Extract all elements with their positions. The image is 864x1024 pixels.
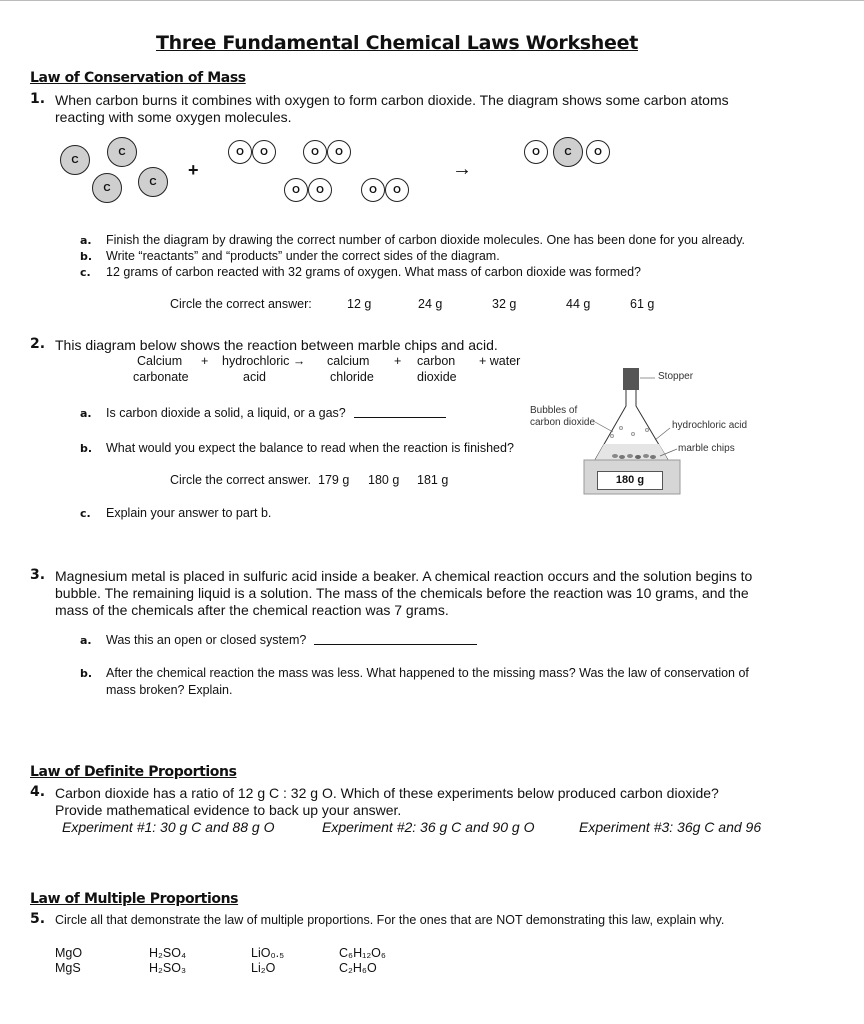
formula-pair-bottom[interactable]: H₂SO₃ (149, 961, 187, 975)
question-2-intro: This diagram below shows the reaction between marble chips and acid. (55, 337, 498, 353)
eq-carbonate: carbonate (133, 370, 189, 384)
q1-b-label: b. (80, 250, 93, 263)
experiment-3: Experiment #3: 36g C and 96 (579, 819, 762, 835)
formula-pair-top[interactable]: LiO₀.₅ (251, 946, 285, 960)
eq-chloride: chloride (330, 370, 374, 384)
q2-a-label: a. (80, 407, 92, 420)
oxygen-atom: O (385, 178, 409, 202)
stopper-shape (623, 368, 639, 390)
balance-reading: 180 g (597, 471, 663, 490)
q1-b-text: Write “reactants” and “products” under the correct sides of the diagram. (106, 249, 500, 263)
question-1-number: 1. (30, 91, 46, 107)
page-title: Three Fundamental Chemical Laws Worksheet (155, 32, 638, 54)
q1-circle-label: Circle the correct answer: (170, 297, 312, 311)
oxygen-atom: O (252, 140, 276, 164)
formula-pair-bottom[interactable]: C₂H₆O (339, 961, 377, 975)
q3-b-label: b. (80, 667, 93, 680)
eq-calcium-2: calcium (327, 354, 370, 368)
oxygen-atom: O (284, 178, 308, 202)
oxygen-atom: O (524, 140, 548, 164)
question-3-line-3: mass of the chemicals after the chemical reaction was 7 grams. (55, 602, 449, 618)
q3-a-label: a. (80, 634, 92, 647)
eq-plus: + (394, 354, 402, 368)
section-heading-conservation: Law of Conservation of Mass (30, 70, 246, 86)
answer-choice[interactable]: 181 g (417, 473, 449, 487)
carbon-atom: C (107, 137, 137, 167)
eq-carbon: carbon (417, 354, 456, 368)
question-4-line-1: Carbon dioxide has a ratio of 12 g C : 32 g O. Which of these experiments below produced carbon dioxide? (55, 785, 719, 801)
q1-c-label: c. (80, 266, 91, 279)
formula-pair-top[interactable]: C₆H₁₂O₆ (339, 946, 386, 960)
formula-pair-bottom[interactable]: Li₂O (251, 961, 276, 975)
question-5-text: Circle all that demonstrate the law of multiple proportions. For the ones that are NOT demonstrating this law, explain why. (55, 913, 725, 927)
carbon-atom: C (138, 167, 168, 197)
experiment-2: Experiment #2: 36 g C and 90 g O (322, 819, 535, 835)
oxygen-atom: O (303, 140, 327, 164)
oxygen-atom: O (308, 178, 332, 202)
question-3-line-1: Magnesium metal is placed in sulfuric acid inside a beaker. A chemical reaction occurs and the solution begins to (55, 568, 753, 584)
oxygen-atom: O (586, 140, 610, 164)
question-4-number: 4. (30, 784, 46, 800)
bubbles-label-line-1: Bubbles of (530, 405, 578, 416)
q2-c-label: c. (80, 507, 91, 520)
question-1-line-1: When carbon burns it combines with oxygen to form carbon dioxide. The diagram shows some carbon atoms (55, 92, 729, 108)
question-5-number: 5. (30, 911, 46, 927)
question-2-number: 2. (30, 336, 46, 352)
formula-pair-bottom[interactable]: MgS (55, 961, 81, 975)
q2-b-label: b. (80, 442, 93, 455)
acid-label: hydrochloric acid (672, 420, 748, 431)
reaction-arrow: → (452, 158, 472, 180)
question-3-line-2: bubble. The remaining liquid is a solution. The mass of the chemicals before the reaction was 10 grams, and the (55, 585, 749, 601)
experiment-1: Experiment #1: 30 g C and 88 g O (62, 819, 275, 835)
q3-a-text: Was this an open or closed system? (106, 633, 307, 647)
answer-choice[interactable]: 24 g (418, 297, 443, 311)
question-3-number: 3. (30, 567, 46, 583)
q1-c-text: 12 grams of carbon reacted with 32 grams of oxygen. What mass of carbon dioxide was formed? (106, 265, 641, 279)
q3-b-line-2: mass broken? Explain. (106, 683, 233, 697)
stopper-label: Stopper (658, 371, 694, 382)
q1-a-label: a. (80, 234, 92, 247)
plus-sign: + (188, 160, 199, 180)
answer-choice[interactable]: 44 g (566, 297, 591, 311)
chips-label: marble chips (678, 443, 735, 454)
answer-blank[interactable] (354, 405, 446, 418)
answer-choice[interactable]: 180 g (368, 473, 400, 487)
formula-pair-top[interactable]: H₂SO₄ (149, 946, 187, 960)
eq-acid: acid (243, 370, 266, 384)
carbon-atom: C (60, 145, 90, 175)
eq-dioxide: dioxide (417, 370, 457, 384)
answer-choice[interactable]: 32 g (492, 297, 517, 311)
eq-water: + water (479, 354, 521, 368)
q2-circle-label: Circle the correct answer. (170, 473, 312, 487)
oxygen-atom: O (228, 140, 252, 164)
eq-plus: + (201, 354, 209, 368)
q2-b-text: What would you expect the balance to read when the reaction is finished? (106, 441, 514, 455)
eq-hydrochloric: hydrochloric → (222, 354, 306, 368)
eq-calcium: Calcium (137, 354, 183, 368)
q2-c-text: Explain your answer to part b. (106, 506, 272, 520)
section-heading-definite: Law of Definite Proportions (30, 764, 237, 780)
carbon-atom: C (92, 173, 122, 203)
answer-choice[interactable]: 179 g (318, 473, 350, 487)
bubbles-label-line-2: carbon dioxide (530, 417, 596, 428)
answer-choice[interactable]: 12 g (347, 297, 372, 311)
oxygen-atom: O (361, 178, 385, 202)
q3-b-line-1: After the chemical reaction the mass was less. What happened to the missing mass? Was the law of conservation of (106, 666, 749, 680)
answer-choice[interactable]: 61 g (630, 297, 655, 311)
oxygen-atom: O (327, 140, 351, 164)
formula-pair-top[interactable]: MgO (55, 946, 83, 960)
answer-blank[interactable] (314, 632, 477, 645)
question-1-line-2: reacting with some oxygen molecules. (55, 109, 292, 125)
q1-a-text: Finish the diagram by drawing the correct number of carbon dioxide molecules. One has been done for you already. (106, 233, 746, 247)
section-heading-multiple: Law of Multiple Proportions (30, 891, 239, 907)
top-rule (0, 0, 864, 1)
carbon-atom: C (553, 137, 583, 167)
q2-a-text: Is carbon dioxide a solid, a liquid, or a gas? (106, 406, 346, 420)
question-4-line-2: Provide mathematical evidence to back up your answer. (55, 802, 402, 818)
